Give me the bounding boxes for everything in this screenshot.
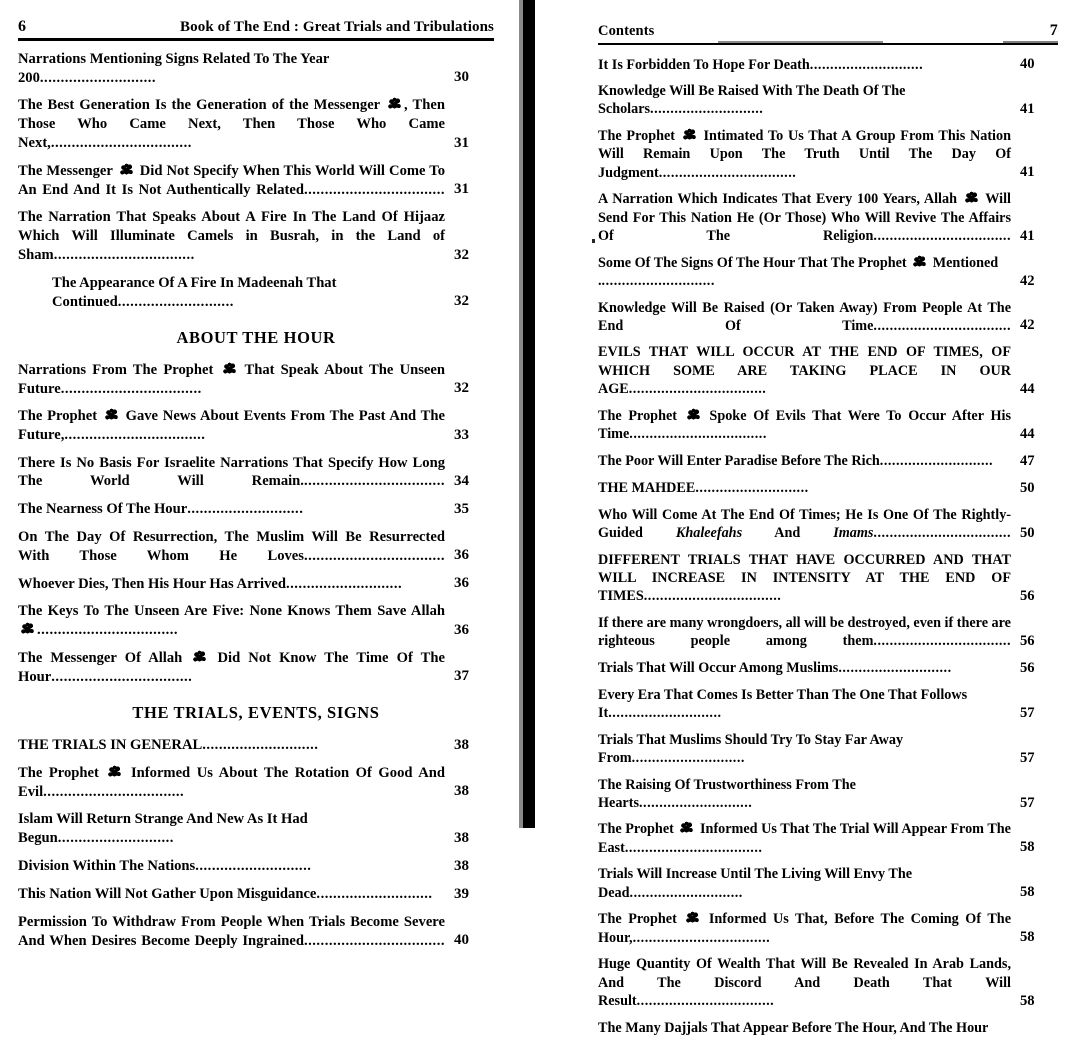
dot-leader: .................................. [43,783,185,800]
toc-entry-text: A Narration Which Indicates That Every 100 Years, Allah Will Send For This Nation He (Or Those) Who Will Revive The Affairs Of The Religion.................................. [598,191,1011,245]
dot-leader: ............................ [638,795,753,812]
right-page [560,0,1080,1036]
toc-entry[interactable] [18,500,494,520]
dot-leader: ............................ [879,453,994,470]
toc-entry-page-number: 58 [1020,992,1035,1009]
toc-entry-page-number: 56 [1020,587,1035,604]
toc-entry-text: Narrations From The Prophet That Speak About The Unseen Future.................................. [18,361,445,397]
toc-entry[interactable] [18,361,494,399]
dot-leader: .................................. [303,932,445,949]
toc-entry-page-number: 32 [454,246,469,263]
toc-entry-text: The Prophet Informed Us About The Rotation Of Good And Evil.................................. [18,764,445,800]
toc-entry-text: Trials That Muslims Should Try To Stay Far Away From............................ [598,731,904,767]
toc-entry[interactable] [598,955,1058,1010]
dot-leader: ............................ [39,69,157,86]
toc-entry-page-number: 38 [454,829,469,846]
toc-entry-text: The Messenger Of Allah Did Not Know The Time Of The Hour.................................. [18,649,445,685]
dot-leader: .................................. [64,427,206,444]
toc-entry[interactable] [598,479,1058,498]
dot-leader: ............................ [187,501,304,518]
toc-entry-page-number: 32 [454,293,469,310]
arabic-honorific-icon [222,362,237,375]
toc-entry-page-number: 57 [1020,704,1035,721]
toc-entry-page-number: 34 [454,472,469,489]
toc-entry-page-number: 58 [1020,839,1035,856]
toc-entry-text: Division Within The Nations............................ [18,858,312,875]
toc-entry[interactable] [598,776,1058,813]
dot-leader: ............................ [202,737,319,754]
toc-section-heading: THE TRIALS, EVENTS, SIGNS [132,702,380,722]
toc-entry-page-number: 56 [1020,632,1035,649]
toc-entry[interactable] [598,254,1058,291]
toc-entry-page-number: 37 [454,668,469,685]
toc-entry-text: If there are many wrongdoers, all will be destroyed, even if there are righteous people among them.................................. [598,614,1011,650]
toc-entry-page-number: 42 [1020,272,1035,289]
toc-entry-page-number: 39 [454,885,469,902]
toc-entry[interactable] [18,50,494,88]
arabic-honorific-icon [912,255,927,268]
toc-entry-page-number: 50 [1020,524,1035,541]
toc-entry-page-number: 58 [1020,884,1035,901]
dot-leader: .................................. [632,929,771,946]
toc-section-heading: ABOUT THE HOUR [176,327,336,347]
toc-entry-text: The Narration That Speaks About A Fire In The Land Of Hijaaz Which Will Illuminate Camels in Busrah, in the Land of Sham.................................. [18,209,445,264]
toc-entry-page-number: 31 [454,134,469,151]
toc-entry-page-number: 41 [1020,100,1035,117]
arabic-honorific-icon [119,163,134,176]
dot-leader: .................................. [628,381,767,398]
toc-entry-text: It Is Forbidden To Hope For Death............................ [598,56,924,73]
dot-leader: .................................. [873,317,1011,334]
arabic-honorific-icon [104,408,119,421]
toc-entry[interactable] [598,299,1058,336]
dot-leader: ............................ [285,575,403,592]
left-page [0,0,520,949]
toc-entry[interactable] [598,820,1058,857]
dot-leader: .................................. [658,164,797,181]
toc-entry-text: Trials That Will Occur Among Muslims............................ [598,660,952,677]
toc-entry-page-number: 31 [454,181,469,198]
toc-entry-text: Some Of The Signs Of The Hour That The Prophet Mentioned ............................. [598,254,999,290]
toc-entry[interactable] [18,736,494,756]
dot-leader: ............................ [608,705,722,722]
right-toc-list [598,55,1058,1037]
dot-leader: ............................ [195,858,312,875]
toc-entry-page-number: 36 [454,621,469,638]
toc-entry-text: Huge Quantity Of Wealth That Will Be Revealed In Arab Lands, And The Discord And Death That Will Result.................................. [598,956,1011,1010]
toc-entry-text: The Appearance Of A Fire In Madeenah That Continued............................ [52,274,337,310]
toc-entry[interactable] [18,454,494,492]
toc-entry-text: THE MAHDEE............................ [598,480,809,497]
dot-leader: ............................ [838,660,952,677]
toc-entry[interactable] [18,857,494,877]
toc-entry[interactable] [598,55,1058,74]
scan-speck [592,239,595,243]
arabic-honorific-icon [20,622,35,635]
toc-entry-text: Knowledge Will Be Raised With The Death Of The Scholars............................ [598,82,906,118]
dot-leader: .................................. [303,181,445,198]
toc-entry[interactable] [598,1019,1058,1037]
toc-entry-text: Every Era That Comes Is Better Than The One That Follows It............................ [598,686,968,722]
book-gutter [523,0,535,828]
arabic-honorific-icon [964,191,979,204]
toc-entry-text: The Best Generation Is the Generation of the Messenger , Then Those Who Came Next, Then Those Who Came Next,.................................. [18,97,446,152]
dot-leader: ............................ [629,884,743,901]
toc-entry-page-number: 36 [454,575,469,592]
right-running-header [598,22,1058,40]
toc-entry-text: The Prophet Informed Us That The Trial Will Appear From The East.................................. [598,821,1011,856]
toc-entry[interactable] [598,343,1058,398]
dot-leader: .................................. [303,547,445,564]
italic-term: Imams [833,525,874,542]
toc-entry-page-number: 41 [1020,164,1035,181]
toc-entry-page-number: 44 [1020,425,1035,442]
toc-entry[interactable] [598,910,1058,947]
toc-entry-page-number: 47 [1020,452,1035,469]
toc-entry-text: The Raising Of Trustworthiness From The Hearts............................ [598,776,856,812]
right-header-rule [598,43,1058,45]
toc-entry-page-number: 33 [454,426,469,443]
toc-entry-text: Who Will Come At The End Of Times; He Is One Of The Rightly-Guided Khaleefahs And Imams.................................. [598,506,1012,542]
toc-entry-text: The Prophet Spoke Of Evils That Were To Occur After His Time.................................. [598,407,1011,443]
toc-entry-page-number: 30 [454,69,469,86]
toc-entry[interactable] [598,686,1058,723]
toc-entry[interactable] [18,764,494,802]
toc-entry-page-number: 57 [1020,794,1035,811]
toc-entry-text: There Is No Basis For Israelite Narrations That Specify How Long The World Will Remain................................... [18,454,445,490]
toc-entry-text: The Prophet Gave News About Events From The Past And The Future,.................................. [18,408,445,444]
toc-entry[interactable] [18,162,494,200]
toc-entry-page-number: 40 [1020,56,1035,72]
toc-entry[interactable] [598,127,1058,182]
dot-leader: .................................. [643,588,782,605]
left-page-folio: 6 [18,18,27,35]
toc-entry-page-number: 44 [1020,380,1035,397]
dot-leader: .................................. [629,426,767,443]
italic-term: Khaleefahs [675,525,743,542]
dot-leader: ............................ [316,886,433,903]
dot-leader: ............................ [809,56,924,73]
toc-entry[interactable] [598,452,1058,471]
toc-entry[interactable] [18,810,494,848]
left-running-title: Book of The End : Great Trials and Tribulations [180,19,494,35]
dot-leader: .................................. [873,633,1011,650]
toc-entry-page-number: 58 [1020,929,1035,946]
toc-entry[interactable] [18,649,494,687]
toc-entry-text: DIFFERENT TRIALS THAT HAVE OCCURRED AND THAT WILL INCREASE IN INTENSITY AT THE END OF TIMES.................................. [598,551,1011,605]
toc-entry[interactable] [18,528,494,566]
toc-entry[interactable] [598,190,1058,245]
toc-entry[interactable] [18,208,494,265]
toc-entry-text: This Nation Will Not Gather Upon Misguidance............................ [18,886,433,903]
toc-entry[interactable] [18,602,494,640]
toc-entry-text: EVILS THAT WILL OCCUR AT THE END OF TIMES, OF WHICH SOME ARE TAKING PLACE IN OUR AGE.................................. [598,344,1011,398]
arabic-honorific-icon [107,765,122,778]
toc-entry[interactable] [598,659,1058,678]
toc-entry[interactable] [598,506,1058,543]
toc-entry-text: Narrations Mentioning Signs Related To The Year 200............................ [18,51,330,86]
toc-entry-page-number: 56 [1020,659,1035,676]
dot-leader: ............................ [631,750,745,767]
toc-entry[interactable] [18,96,494,153]
toc-entry-text: The Many Dajjals That Appear Before The Hour, And The Hour [598,1019,989,1036]
dot-leader: .................................. [624,839,763,856]
arabic-honorific-icon [387,97,402,110]
toc-entry[interactable] [18,274,494,312]
toc-entry[interactable] [598,82,1058,119]
toc-entry-page-number: 38 [454,736,469,753]
toc-entry-page-number: 36 [454,547,469,564]
toc-entry[interactable] [598,551,1058,606]
toc-entry-text: Permission To Withdraw From People When Trials Become Severe And When Desires Become Deeply Ingrained.................................. [18,913,445,949]
left-toc-list [18,50,494,951]
arabic-honorific-icon [192,650,207,663]
toc-entry-text: The Prophet Informed Us That, Before The Coming Of The Hour,.................................. [598,911,1011,946]
toc-entry[interactable] [598,731,1058,768]
toc-entry[interactable] [598,407,1058,444]
toc-entry-text: Whoever Dies, Then His Hour Has Arrived............................ [18,575,403,592]
toc-entry-page-number: 50 [1020,479,1035,496]
toc-entry-text: The Prophet Intimated To Us That A Group From This Nation Will Remain Upon The Truth Until The Day Of Judgment.................................. [598,127,1011,181]
toc-entry-text: Trials Will Increase Until The Living Will Envy The Dead............................ [598,866,913,901]
toc-entry-text: The Messenger Did Not Specify When This World Will Come To An End And It Is Not Authentically Related.................................. [18,162,445,198]
toc-entry-text: The Nearness Of The Hour............................ [18,501,304,518]
toc-entry-text: THE TRIALS IN GENERAL............................ [18,737,319,754]
toc-entry-text: Knowledge Will Be Raised (Or Taken Away) From People At The End Of Time.................................. [598,299,1011,334]
toc-entry[interactable] [18,885,494,905]
left-running-header [18,18,494,36]
dot-leader: .................................. [37,622,179,639]
toc-entry-page-number: 38 [454,783,469,800]
toc-entry-text: Islam Will Return Strange And New As It Had Begun............................ [18,811,308,847]
toc-entry-page-number: 41 [1020,227,1035,244]
dot-leader: ............................ [650,101,764,118]
dot-leader: ............................ [117,293,234,310]
dot-leader: ............................ [601,273,715,290]
right-running-title: Contents [598,23,655,39]
dot-leader: .................................. [51,668,193,685]
right-page-folio: 7 [1049,22,1058,39]
arabic-honorific-icon [686,408,701,421]
toc-entry-page-number: 38 [454,857,469,874]
toc-entry-page-number: 42 [1020,317,1035,334]
toc-entry-text: The Poor Will Enter Paradise Before The Rich............................ [598,453,994,470]
dot-leader: .................................. [636,993,775,1010]
arabic-honorific-icon [685,911,700,924]
left-header-rule [18,38,494,41]
toc-entry-page-number: 40 [454,932,469,949]
arabic-honorific-icon [682,128,697,141]
toc-entry[interactable] [18,407,494,445]
toc-entry[interactable] [18,913,494,951]
dot-leader: ............................ [695,480,809,497]
toc-entry-page-number: 32 [454,380,469,397]
dot-leader: .................................. [303,473,445,490]
dot-leader: .................................. [873,228,1011,245]
toc-entry[interactable] [598,614,1058,651]
dot-leader: .................................. [53,247,195,264]
toc-entry[interactable] [18,574,494,594]
toc-entry[interactable] [598,865,1058,902]
dot-leader: ............................ [57,830,174,847]
toc-entry-text: On The Day Of Resurrection, The Muslim Will Be Resurrected With Those Whom He Loves.................................. [18,528,445,564]
toc-entry-text: The Keys To The Unseen Are Five: None Knows Them Save Allah .................................. [18,603,445,639]
toc-entry-page-number: 35 [454,500,469,517]
toc-entry-page-number: 57 [1020,749,1035,766]
dot-leader: .................................. [50,135,192,152]
dot-leader: .................................. [873,525,1011,542]
dot-leader: .................................. [60,380,202,397]
